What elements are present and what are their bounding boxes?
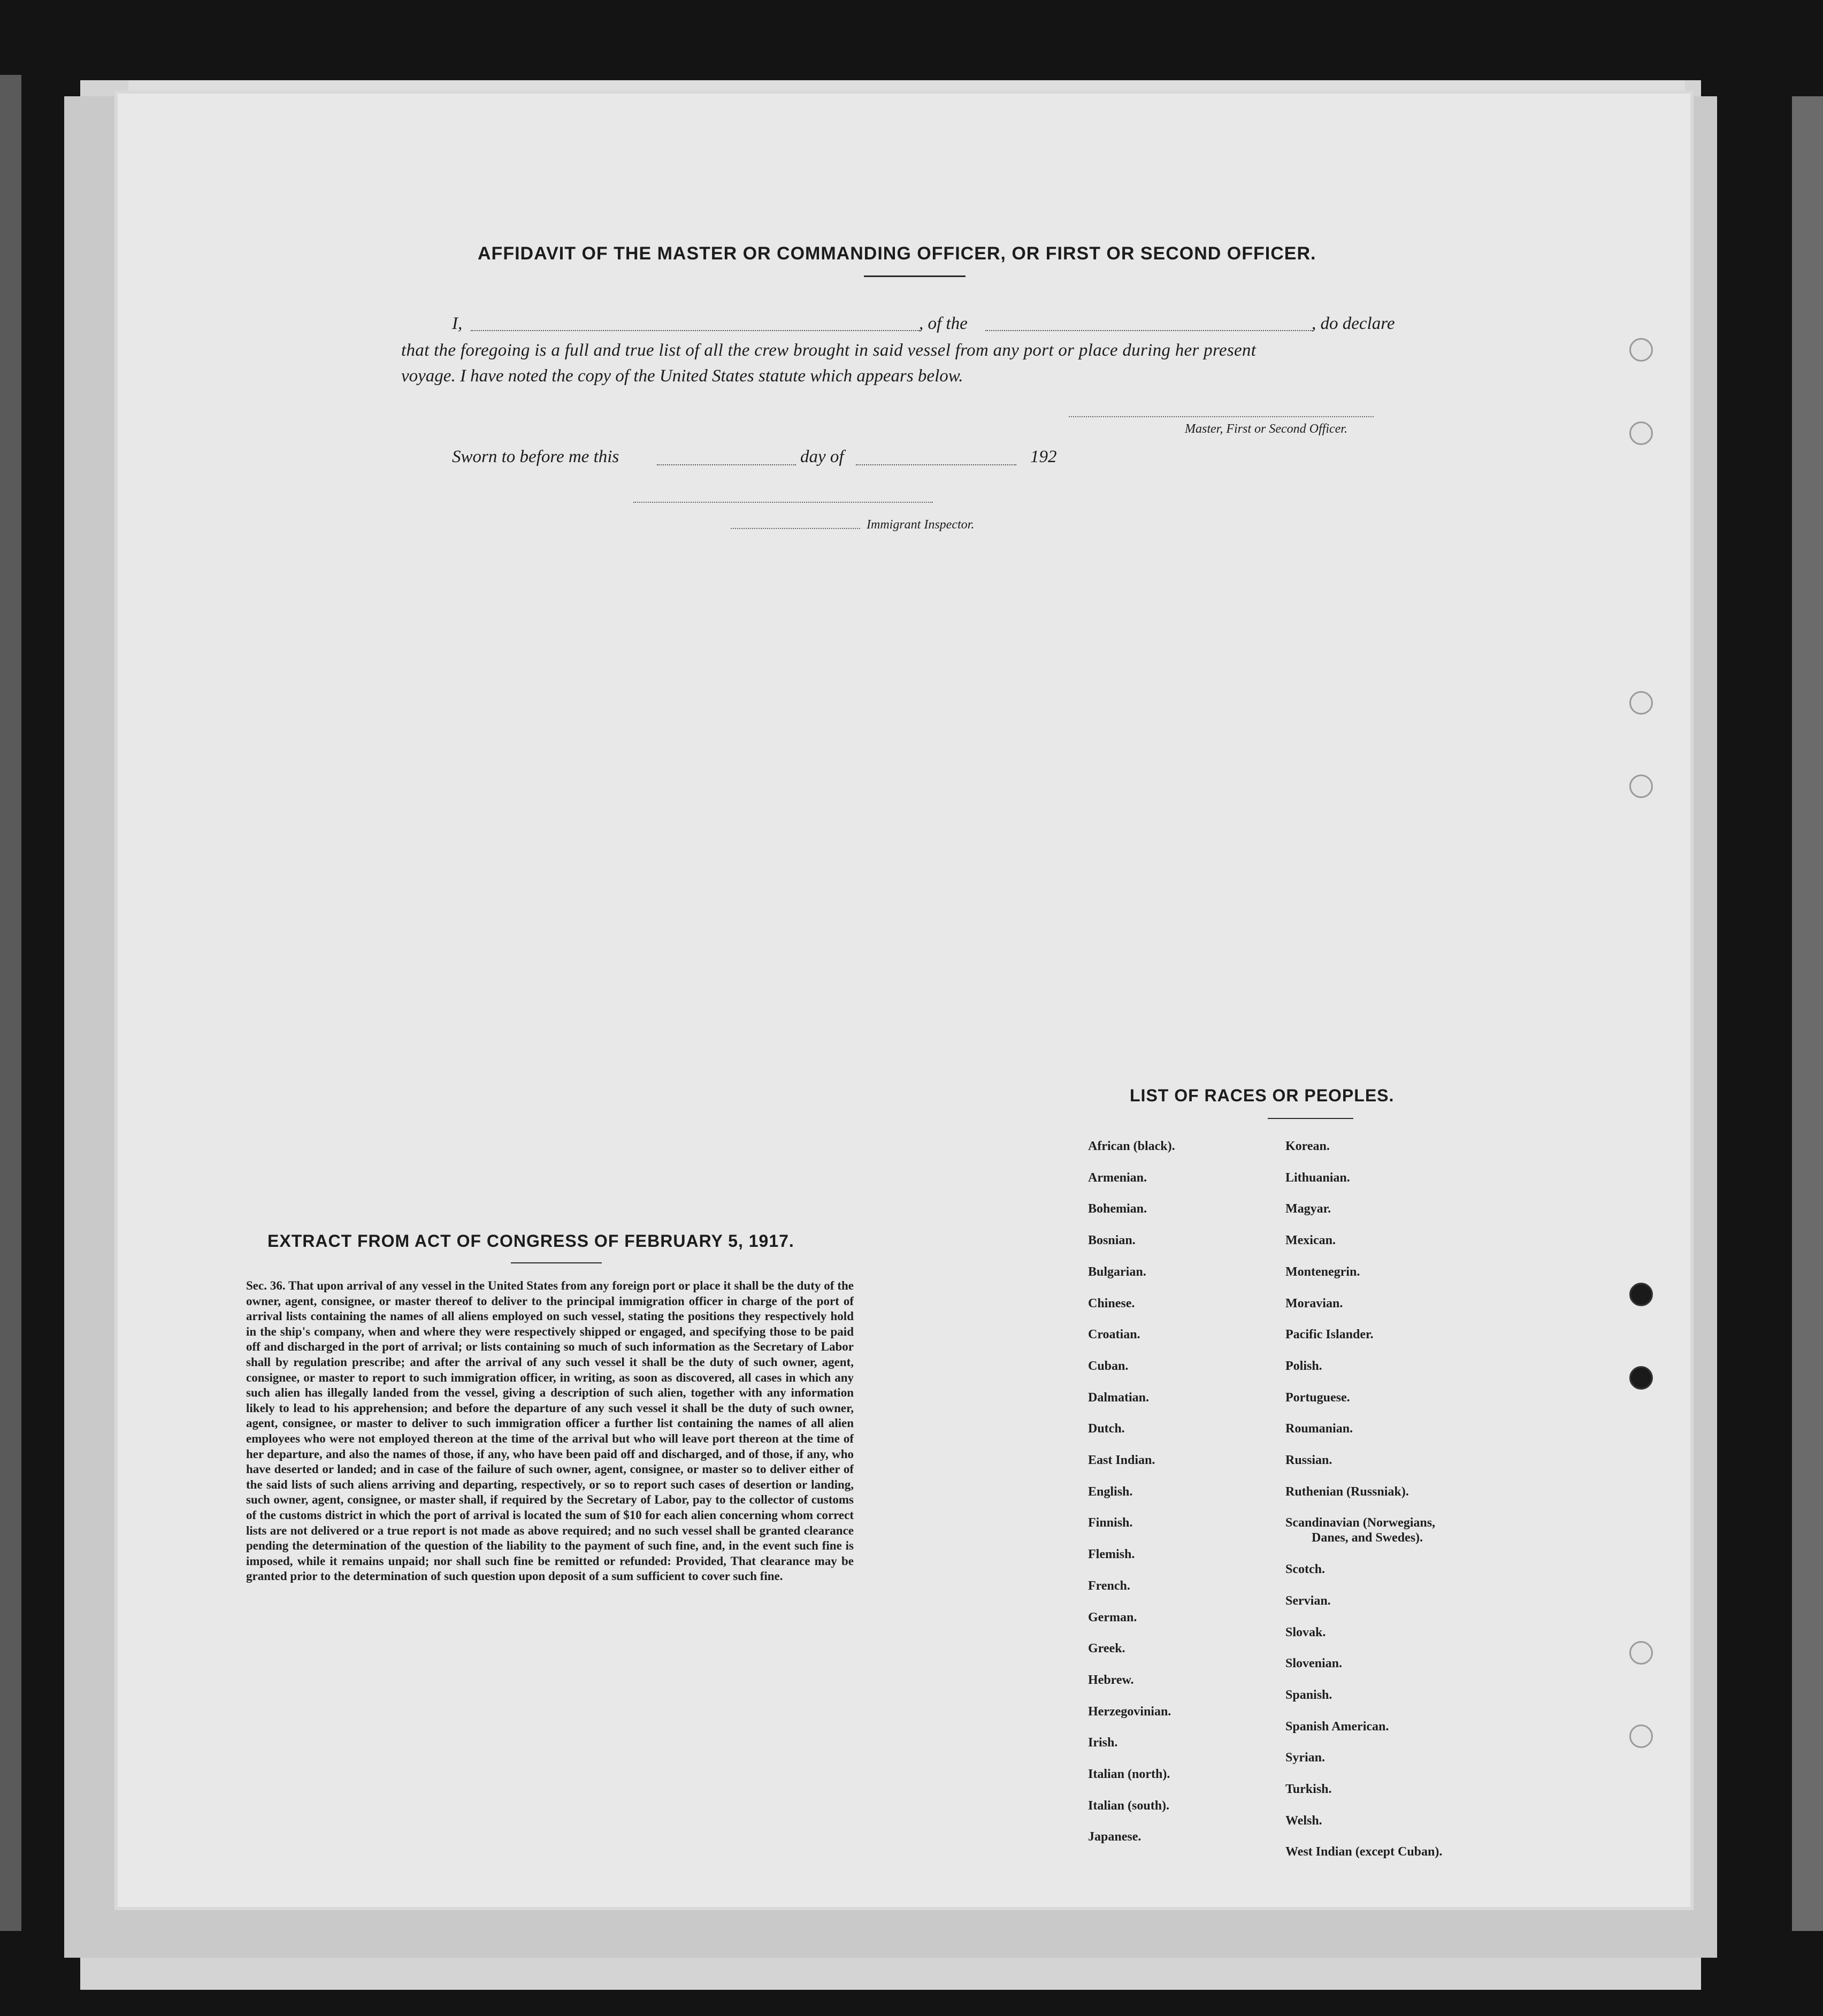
- race-item: West Indian (except Cuban).: [1285, 1845, 1443, 1859]
- race-item: Danes, and Swedes).: [1312, 1531, 1423, 1545]
- punch-hole: [1629, 1366, 1653, 1390]
- affidavit-title: AFFIDAVIT OF THE MASTER OR COMMANDING OFFICER, OR FIRST OR SECOND OFFICER.: [478, 243, 1316, 264]
- race-item: Montenegrin.: [1285, 1264, 1360, 1279]
- sworn-month-blank: [856, 464, 1016, 465]
- race-item: Portuguese.: [1285, 1390, 1350, 1405]
- race-item: Syrian.: [1285, 1751, 1326, 1765]
- day-of-text: day of: [800, 447, 844, 466]
- race-item: Lithuanian.: [1285, 1170, 1350, 1185]
- race-item: Armenian.: [1088, 1170, 1147, 1185]
- race-item: Herzegovinian.: [1088, 1704, 1171, 1719]
- master-signature-line: [1069, 416, 1374, 417]
- race-item: Scandinavian (Norwegians,: [1285, 1516, 1436, 1530]
- race-item: Spanish American.: [1285, 1719, 1389, 1734]
- punch-hole: [1629, 338, 1653, 362]
- race-item: German.: [1088, 1610, 1137, 1624]
- punch-hole: [1629, 1641, 1653, 1665]
- race-item: Chinese.: [1088, 1296, 1135, 1310]
- race-item: Croatian.: [1088, 1328, 1140, 1342]
- race-item: Korean.: [1285, 1139, 1330, 1153]
- race-item: Bohemian.: [1088, 1202, 1147, 1216]
- film-edge-left: [0, 75, 21, 1931]
- race-item: Ruthenian (Russniak).: [1285, 1484, 1409, 1499]
- race-item: Magyar.: [1285, 1202, 1331, 1216]
- declaration-line-3: voyage. I have noted the copy of the United States statute which appears below.: [401, 366, 963, 386]
- race-item: Bulgarian.: [1088, 1264, 1146, 1279]
- race-item: Slovenian.: [1285, 1657, 1343, 1671]
- race-item: East Indian.: [1088, 1453, 1155, 1467]
- races-title: LIST OF RACES OR PEOPLES.: [1130, 1086, 1395, 1105]
- race-item: Italian (north).: [1088, 1767, 1170, 1781]
- race-item: French.: [1088, 1578, 1130, 1593]
- extract-body: Sec. 36. That upon arrival of any vessel in the United States from any foreign port or place it shall be the duty of the owner, agent, consignee, or master thereof to deliver to the principal immigration officer in charge of the port of arrival lists containing the names of all aliens employed on such vessel, stating the positions they respectively hold in the ship's company, when and where they were respectively shipped or engaged, and specifying those to be paid off and discharged in the port of arrival; or lists containing so much of such information as the Secretary of Labor shall by regulation prescribe; and after the arrival of any such vessel it shall be the duty of such owner, agent, consignee, or master to report to such immigration officer, in writing, as soon as discovered, all cases in which any such alien has illegally landed from the vessel, giving a description of such alien, together with any information likely to lead to his apprehension; and before the departure of any such vessel it shall be the duty of such owner, agent, consignee, or master to deliver to such immigration officer a further list containing the names of all alien employees who were not employed thereon at the time of the arrival but who will leave port thereon at the time of her departure, and also the names of those, if any, who have been paid off and discharged, and of those, if any, who have deserted or landed; and in case of the failure of such owner, agent, consignee, or master so to deliver either of the said lists of such aliens arriving and departing, respectively, or so to report such cases of desertion or landing, such owner, agent, consignee, or master shall, if required by the Secretary of Labor, pay to the collector of customs of the customs district in which the port of arrival is located the sum of $10 for each alien concerning whom correct lists are not delivered or a true report is not made as above required; and no such vessel shall be granted clearance pending the determination of the question of the liability to the payment of such fine, and, in the event such fine is imposed, while it remains unpaid; nor shall such fine be remitted or refunded: Provided, That clearance may be granted prior to the determination of such question upon deposit of a sum sufficient to cover such fine.: [246, 1279, 854, 1583]
- master-signature-label: Master, First or Second Officer.: [1185, 422, 1347, 436]
- sworn-day-blank: [657, 464, 796, 465]
- race-item: Dutch.: [1088, 1422, 1125, 1436]
- declaration-of-the: , of the: [919, 314, 968, 333]
- punch-hole: [1629, 691, 1653, 715]
- title-underline: [864, 275, 966, 277]
- race-item: Welsh.: [1285, 1813, 1322, 1828]
- race-item: Roumanian.: [1285, 1422, 1353, 1436]
- year-prefix: 192: [1030, 447, 1057, 466]
- race-item: Slovak.: [1285, 1625, 1326, 1639]
- declaration-line-2: that the foregoing is a full and true list of all the crew brought in said vessel from any port or place during her present: [401, 341, 1257, 360]
- extract-title: EXTRACT FROM ACT OF CONGRESS OF FEBRUARY 5, 1917.: [267, 1231, 794, 1251]
- punch-hole: [1629, 421, 1653, 445]
- race-item: Scotch.: [1285, 1562, 1325, 1577]
- race-item: Flemish.: [1088, 1547, 1135, 1562]
- inspector-signature-line: [731, 528, 860, 529]
- race-item: Italian (south).: [1088, 1798, 1170, 1813]
- race-item: Hebrew.: [1088, 1673, 1134, 1687]
- race-item: Turkish.: [1285, 1782, 1332, 1796]
- race-item: Japanese.: [1088, 1830, 1142, 1844]
- punch-hole: [1629, 1724, 1653, 1748]
- race-item: Servian.: [1285, 1593, 1331, 1608]
- sworn-text: Sworn to before me this: [452, 447, 619, 466]
- race-item: Mexican.: [1285, 1233, 1336, 1248]
- film-edge-right: [1792, 96, 1823, 1931]
- race-item: Greek.: [1088, 1642, 1125, 1656]
- race-item: Spanish.: [1285, 1688, 1332, 1702]
- race-item: Bosnian.: [1088, 1233, 1136, 1248]
- race-item: Polish.: [1285, 1359, 1322, 1373]
- race-item: Moravian.: [1285, 1296, 1343, 1310]
- race-item: African (black).: [1088, 1139, 1175, 1153]
- race-item: Russian.: [1285, 1453, 1332, 1467]
- inspector-line-upper: [633, 502, 933, 503]
- vessel-blank: [985, 330, 1313, 331]
- document-page: [118, 94, 1690, 1907]
- races-title-underline: [1268, 1118, 1353, 1119]
- declaration-start: I,: [452, 314, 463, 333]
- race-item: Irish.: [1088, 1736, 1118, 1750]
- extract-title-underline: [511, 1262, 602, 1263]
- race-item: Finnish.: [1088, 1516, 1133, 1530]
- race-item: Cuban.: [1088, 1359, 1129, 1373]
- punch-hole: [1629, 1283, 1653, 1306]
- punch-hole: [1629, 775, 1653, 798]
- inspector-signature-label: Immigrant Inspector.: [867, 518, 975, 532]
- name-blank: [471, 330, 920, 331]
- declaration-end: , do declare: [1312, 314, 1395, 333]
- race-item: English.: [1088, 1484, 1133, 1499]
- race-item: Pacific Islander.: [1285, 1328, 1374, 1342]
- race-item: Dalmatian.: [1088, 1390, 1149, 1405]
